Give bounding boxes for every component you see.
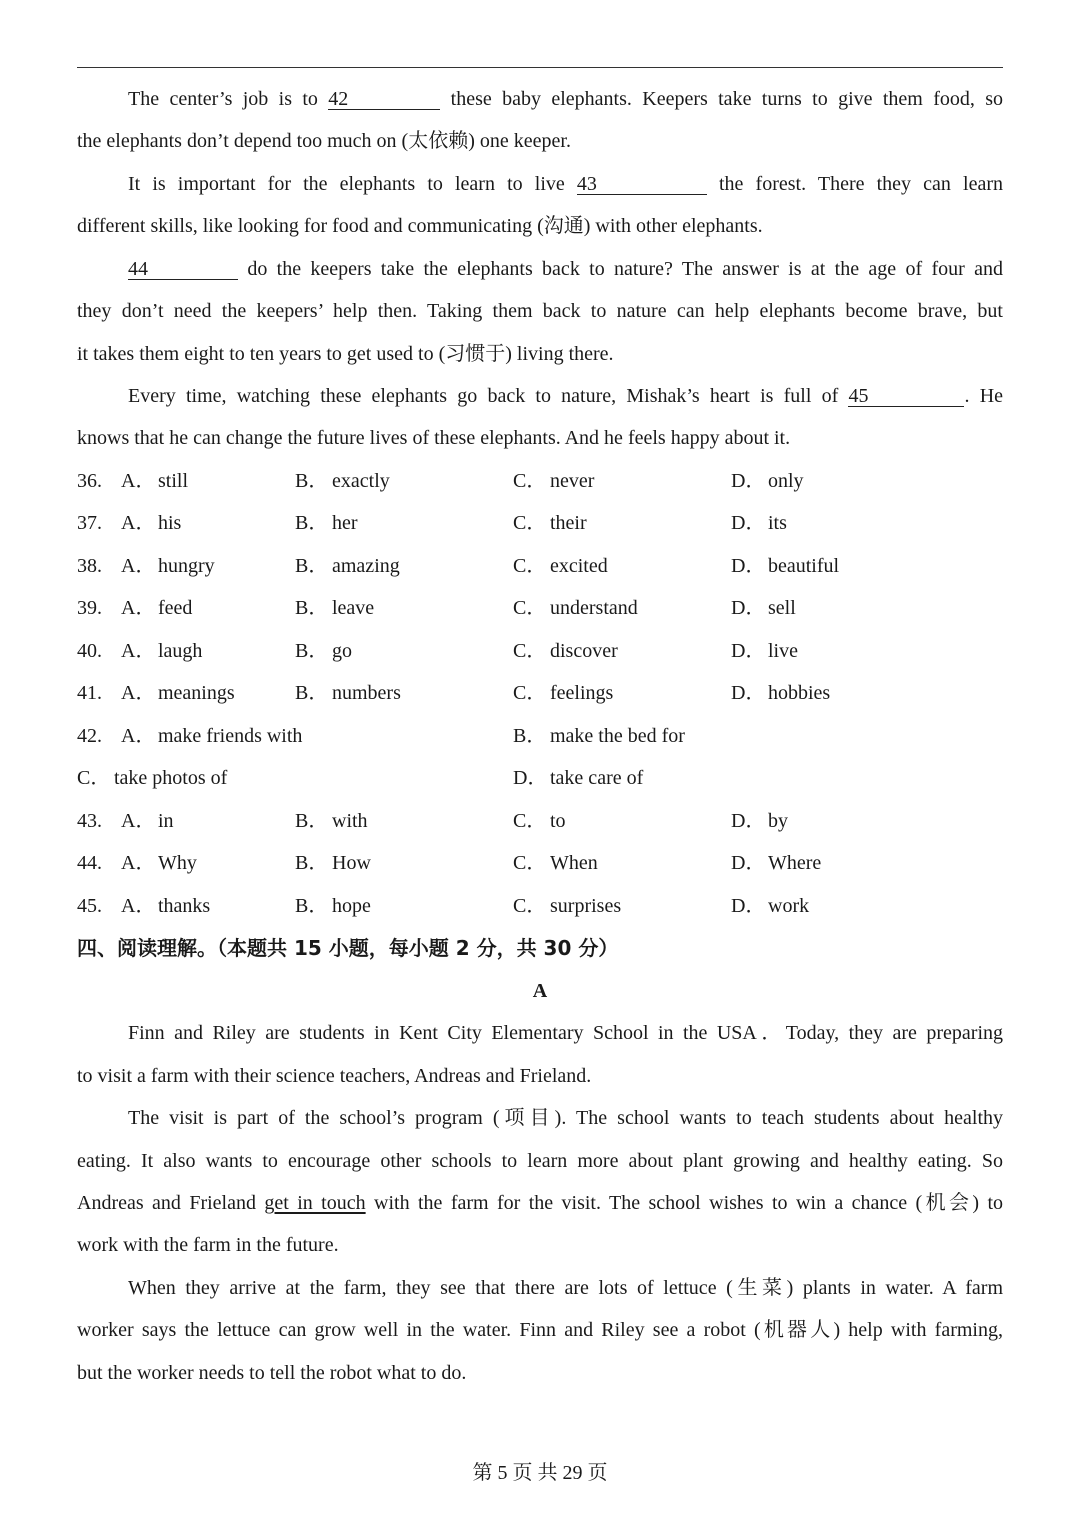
question-number: 41. (77, 682, 102, 704)
question-number: 44. (77, 852, 102, 874)
option-b[interactable]: B． her (295, 512, 358, 534)
reading-line: to visit a farm with their science teachers, Andreas and Frieland. (77, 1065, 592, 1087)
reading-text: Andreas and Frieland (77, 1192, 256, 1214)
option-c[interactable]: C． take photos of (77, 767, 228, 789)
section-letter: A (532, 980, 548, 1002)
passage-line: the elephants don’t depend too much on (太依赖) one keeper. (77, 130, 571, 152)
option-a[interactable]: A． still (121, 470, 189, 492)
passage-line (128, 256, 1003, 282)
passage-text: The center’s job is to (128, 88, 318, 110)
question-number: 45. (77, 895, 102, 917)
passage-line: they don’t need the keepers’ help then. Taking them back to nature can help elephants become brave, but (77, 300, 1003, 322)
option-d[interactable]: D． only (731, 470, 804, 492)
passage-text: do the keepers take the elephants back to nature? The answer is at the age of four and (247, 258, 1003, 280)
option-a[interactable]: A． laugh (121, 640, 203, 662)
option-d[interactable]: D． its (731, 512, 787, 534)
option-b[interactable]: B． How (295, 852, 371, 874)
passage-text: Every time, watching these elephants go back to nature, Mishak’s heart is full of (128, 385, 839, 407)
passage-line: it takes them eight to ten years to get used to (习惯于) living there. (77, 343, 614, 365)
option-c[interactable]: C． discover (513, 640, 618, 662)
option-c[interactable]: C． excited (513, 555, 608, 577)
option-a[interactable]: A． hungry (121, 555, 215, 577)
underlined-phrase: get in touch (264, 1192, 366, 1214)
option-b[interactable]: B． go (295, 640, 352, 662)
option-a[interactable]: A． make friends with (121, 725, 303, 747)
option-a[interactable]: A． his (121, 512, 182, 534)
passage-text: . He (964, 385, 1004, 407)
option-b[interactable]: B． leave (295, 597, 375, 619)
option-d[interactable]: D． by (731, 810, 788, 832)
option-d[interactable]: D． work (731, 895, 810, 917)
option-b[interactable]: B． exactly (295, 470, 390, 492)
question-number: 43. (77, 810, 102, 832)
reading-line: work with the farm in the future. (77, 1234, 339, 1256)
page-footer: 第 5 页 共 29 页 (472, 1462, 608, 1484)
passage-line: different skills, like looking for food and communicating (沟通) with other elephants. (77, 215, 763, 237)
reading-text: with the farm for the visit. The school wishes to win a chance (机会) to (374, 1192, 1004, 1214)
option-d[interactable]: D． hobbies (731, 682, 831, 704)
option-b[interactable]: B． with (295, 810, 368, 832)
reading-line (77, 1190, 1003, 1216)
option-d[interactable]: D． sell (731, 597, 796, 619)
blank-42: 42 (328, 89, 440, 110)
passage-text: the forest. There they can learn (719, 173, 1003, 195)
blank-44: 44 (128, 259, 238, 280)
reading-line: The visit is part of the school’s program (项目). The school wants to teach students about healthy (128, 1107, 1003, 1129)
option-a[interactable]: A． Why (121, 852, 197, 874)
passage-text: these baby elephants. Keepers take turns to give them food, so (450, 88, 1004, 110)
question-number: 38. (77, 555, 102, 577)
option-b[interactable]: B． numbers (295, 682, 401, 704)
reading-line: eating. It also wants to encourage other schools to learn more about plant growing and healthy eating. So (77, 1150, 1003, 1172)
reading-line: but the worker needs to tell the robot what to do. (77, 1362, 467, 1384)
question-number: 36. (77, 470, 102, 492)
option-d[interactable]: D． beautiful (731, 555, 840, 577)
option-c[interactable]: C． When (513, 852, 598, 874)
option-b[interactable]: B． make the bed for (513, 725, 685, 747)
option-c[interactable]: C． understand (513, 597, 638, 619)
question-number: 39. (77, 597, 102, 619)
option-a[interactable]: A． thanks (121, 895, 211, 917)
option-c[interactable]: C． their (513, 512, 587, 534)
option-a[interactable]: A． feed (121, 597, 193, 619)
option-c[interactable]: C． feelings (513, 682, 614, 704)
option-b[interactable]: B． amazing (295, 555, 400, 577)
passage-line: knows that he can change the future lives of these elephants. And he feels happy about it. (77, 427, 791, 449)
option-d[interactable]: D． live (731, 640, 798, 662)
passage-line (128, 383, 1003, 409)
reading-line: When they arrive at the farm, they see that there are lots of lettuce (生菜) plants in water. A farm (128, 1277, 1003, 1299)
blank-45: 45 (848, 386, 964, 407)
passage-line (128, 86, 1003, 112)
option-d[interactable]: D． Where (731, 852, 822, 874)
option-a[interactable]: A． in (121, 810, 174, 832)
option-d[interactable]: D． take care of (513, 767, 644, 789)
section-heading: 四、阅读理解。（本题共 15 小题，每小题 2 分，共 30 分） (77, 936, 619, 960)
question-number: 40. (77, 640, 102, 662)
option-c[interactable]: C． never (513, 470, 595, 492)
reading-line: worker says the lettuce can grow well in the water. Finn and Riley see a robot (机器人) help with farming, (77, 1319, 1003, 1341)
question-number: 37. (77, 512, 102, 534)
question-number: 42. (77, 725, 102, 747)
option-c[interactable]: C． surprises (513, 895, 622, 917)
reading-line: Finn and Riley are students in Kent City Elementary School in the USA．Today, they are preparing (128, 1022, 1003, 1044)
option-b[interactable]: B． hope (295, 895, 371, 917)
passage-text: It is important for the elephants to learn to live (128, 173, 565, 195)
passage-line (128, 171, 1003, 197)
option-c[interactable]: C． to (513, 810, 566, 832)
option-a[interactable]: A． meanings (121, 682, 235, 704)
header-rule (77, 67, 1003, 68)
blank-43: 43 (577, 174, 707, 195)
